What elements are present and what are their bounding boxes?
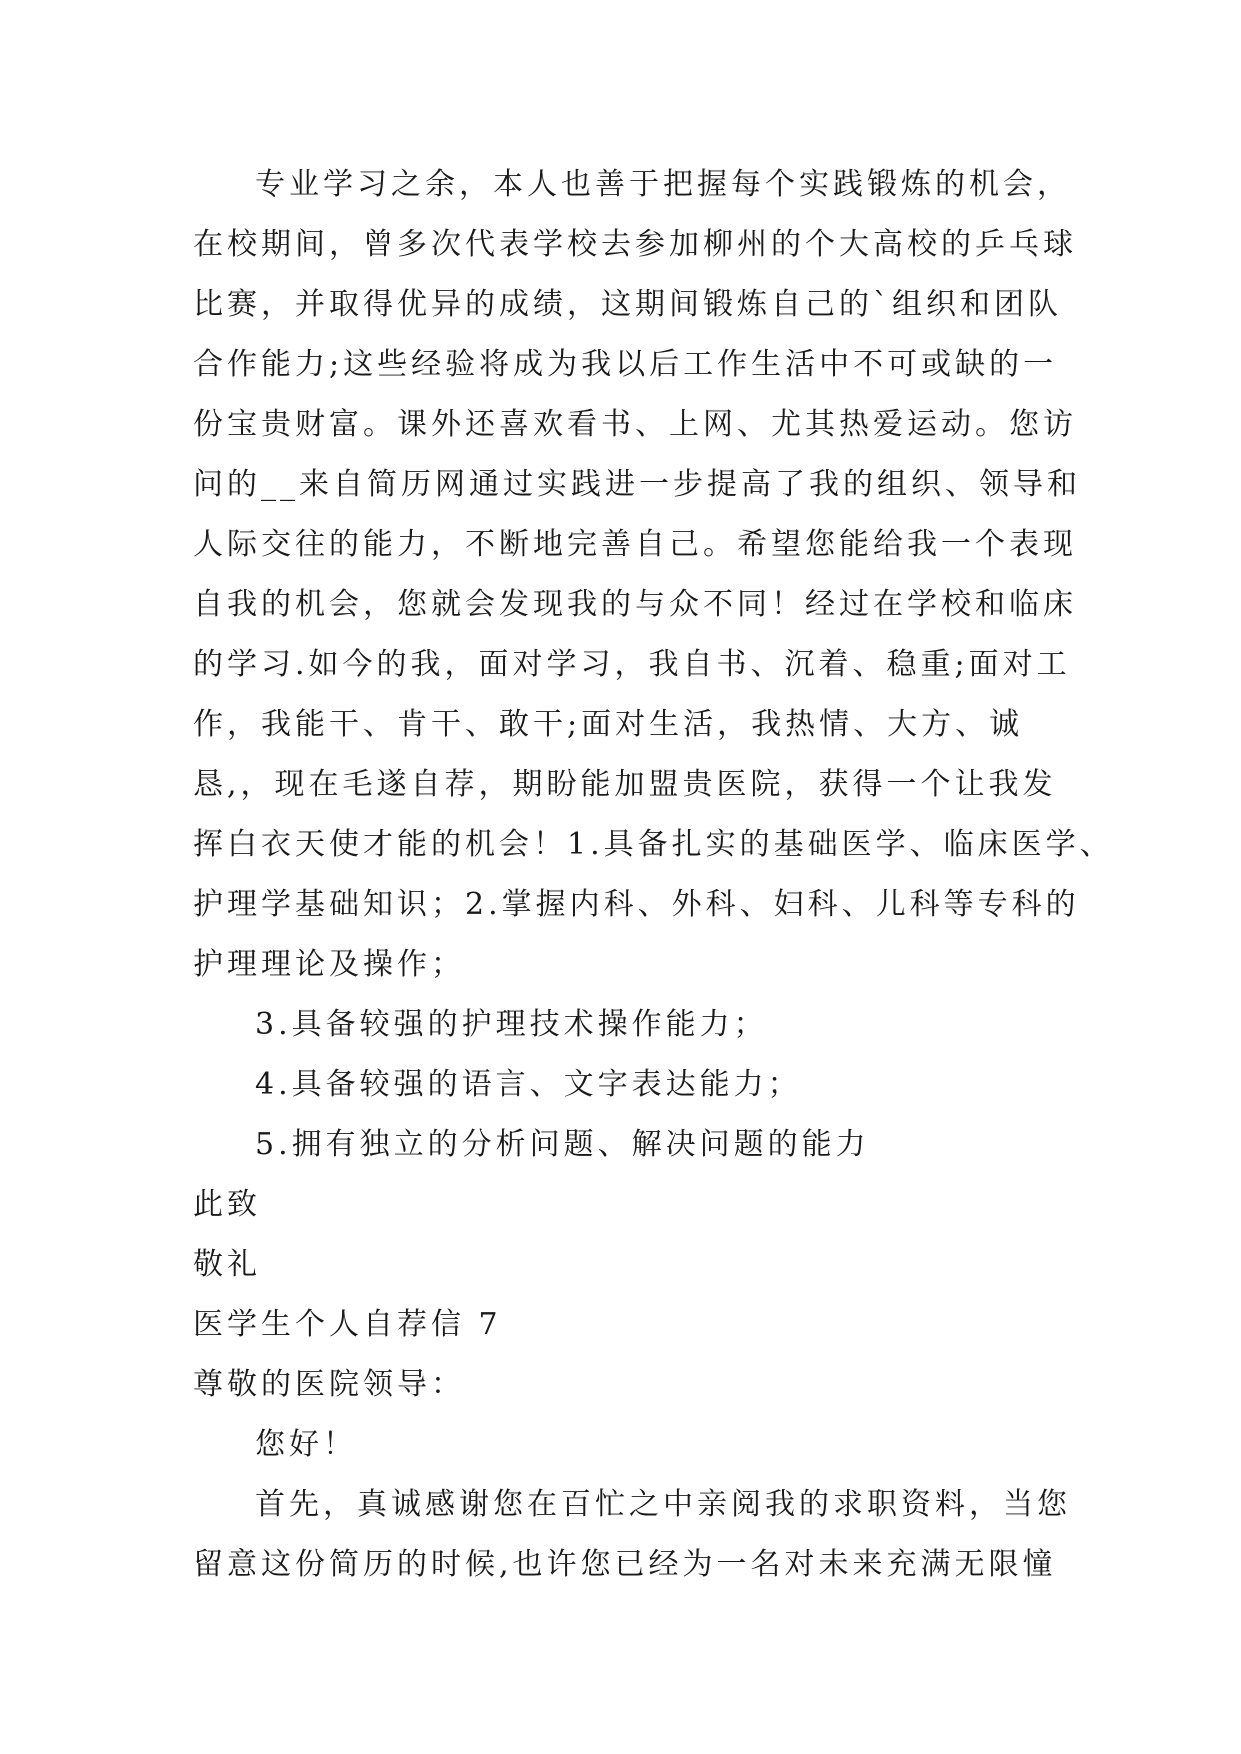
text-line: 专业学习之余，本人也善于把握每个实践锻炼的机会， [255,167,1071,202]
text-line: 您好！ [255,1427,357,1462]
text-line: 在校期间，曾多次代表学校去参加柳州的个大高校的乒乓球 [193,227,1077,262]
text-line: 自我的机会，您就会发现我的与众不同！经过在学校和临床 [193,587,1077,622]
text-line: 护理理论及操作； [193,947,465,982]
text-line: 问的__来自简历网通过实践进一步提高了我的组织、领导和 [193,467,1081,502]
text-line: 5.拥有独立的分析问题、解决问题的能力 [255,1127,870,1162]
text-line: 3.具备较强的护理技术操作能力； [255,1007,768,1042]
text-line: 人际交往的能力，不断地完善自己。希望您能给我一个表现 [193,527,1077,562]
text-line: 敬礼 [193,1247,261,1282]
text-line: 作，我能干、肯干、敢干;面对生活，我热情、大方、诚 [193,707,1024,742]
text-line: 的学习.如今的我，面对学习，我自书、沉着、稳重;面对工 [193,647,1071,682]
text-line: 份宝贵财富。课外还喜欢看书、上网、尤其热爱运动。您访 [193,407,1077,442]
text-line: 留意这份简历的时候,也许您已经为一名对未来充满无限憧 [193,1547,1057,1582]
text-line: 此致 [193,1187,261,1222]
text-line: 挥白衣天使才能的机会！1.具备扎实的基础医学、临床医学、 [193,827,1114,862]
text-line: 护理学基础知识；2.掌握内科、外科、妇科、儿科等专科的 [193,887,1080,922]
text-line: 医学生个人自荐信 7 [193,1307,502,1342]
document-body [193,155,1114,1595]
text-line: 4.具备较强的语言、文字表达能力； [255,1067,802,1102]
text-line: 恳,，现在毛遂自荐，期盼能加盟贵医院，获得一个让我发 [193,767,1057,802]
text-line: 首先，真诚感谢您在百忙之中亲阅我的求职资料，当您 [255,1487,1071,1522]
text-line: 合作能力;这些经验将成为我以后工作生活中不可或缺的一 [193,347,1058,382]
text-line: 尊敬的医院领导： [193,1367,465,1402]
text-line: 比赛，并取得优异的成绩，这期间锻炼自己的`组织和团队 [193,287,1062,322]
